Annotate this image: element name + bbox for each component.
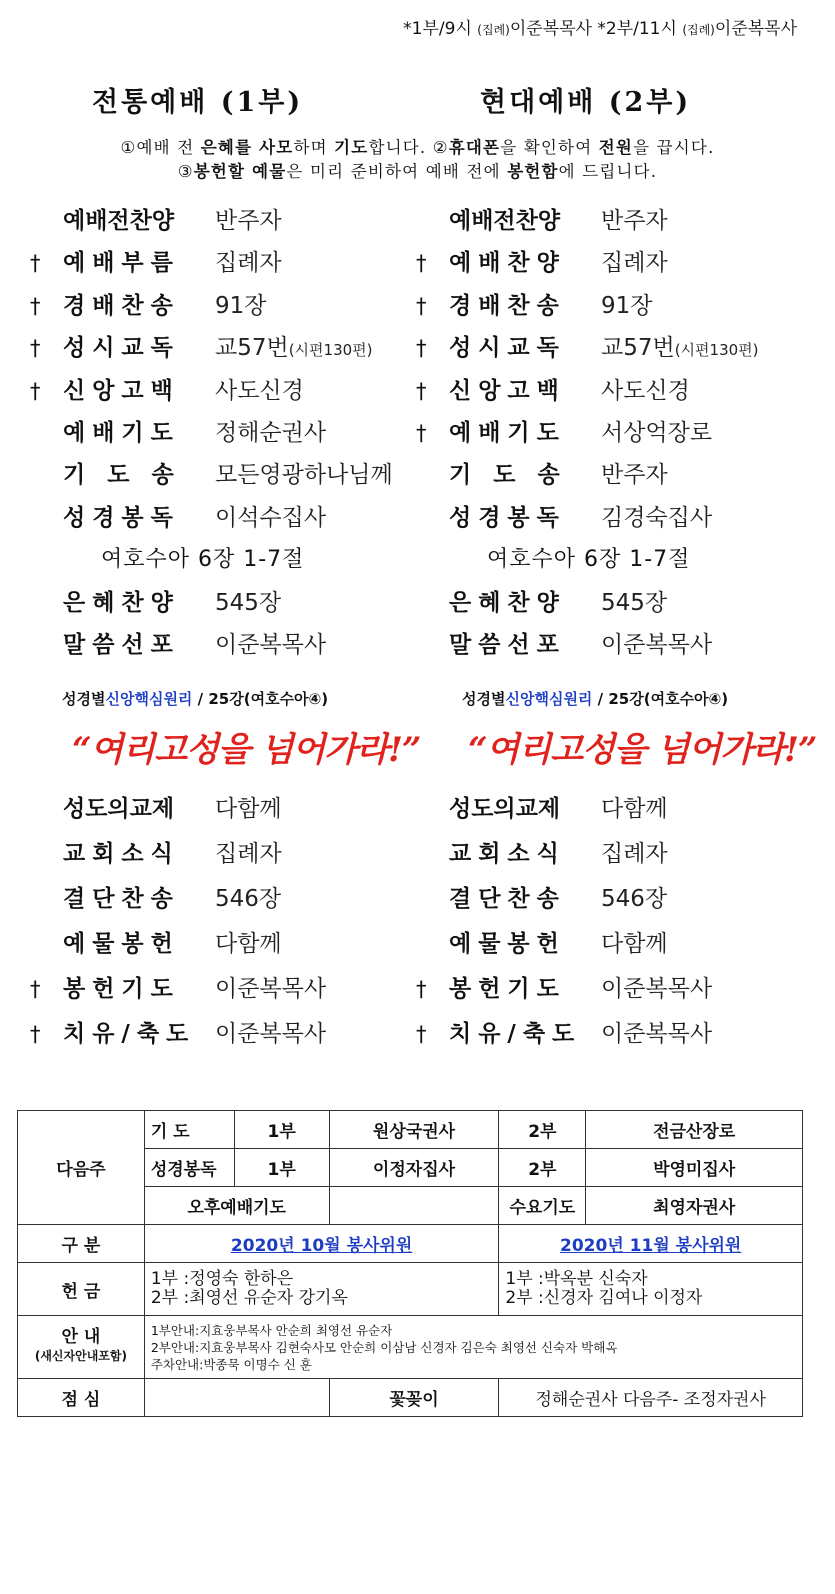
table-row [18,1379,803,1417]
order-item-label: 결단찬송 [63,886,180,912]
standing-cross-mark: † [30,1022,41,1046]
order-item-label: 은혜찬양 [63,589,180,616]
afternoon-prayer-label: 오후예배기도 [144,1187,329,1225]
notice-text: ①예배 전 [120,138,201,157]
order-item-value-main: 546장 [601,886,668,912]
order-item-value-main: 다함께 [215,931,282,957]
order-item-value [215,412,326,454]
scripture-reference: 여호수아 6장 1-7절 [487,547,691,573]
order-item-value-main: 교57번 [601,335,675,362]
standing-cross-mark: † [416,378,427,403]
order-item-value-main: 91장 [601,292,653,319]
series-name: 신앙핵심원리 [105,690,193,708]
order-item-value [215,878,281,920]
order-item-label: 예배전찬양 [449,208,561,234]
order-item-value-main: 서상억장로 [601,419,713,446]
notice-text: 합니다. ② [368,138,449,157]
order-item-value [601,242,668,284]
order-item-value [601,327,759,371]
notice-text: 에 드립니다. [558,162,658,181]
section-label: 구 분 [18,1225,145,1263]
order-item-value [215,624,326,666]
standing-cross-mark: † [416,293,427,318]
order-item-value [601,412,712,454]
order-item-value [215,285,267,327]
flower-value: 정해순권사 다음주- 조정자권사 [499,1379,803,1417]
order-item-value-main: 다함께 [601,931,668,957]
order-item-label: 봉헌기도 [63,976,180,1002]
table-row [18,1111,803,1149]
order-item-label: 봉헌기도 [449,976,566,1002]
order-item-label: 치유/축도 [63,1021,196,1047]
service1-leader: 이준복목사 [509,19,592,39]
offering-november-part2: 2부 :신경자 김여나 이정자 [505,1288,703,1308]
november-volunteers: 2020년 11월 봉사위원 [560,1236,742,1256]
order-item-value [601,454,668,496]
order-item-value-main: 이준복목사 [215,976,327,1002]
order-item-value-main: 545장 [601,589,668,616]
notice-emphasis: 휴대폰 [448,138,501,157]
order-item-label: 신앙고백 [449,377,566,404]
order-item-value-main: 집례자 [215,841,282,867]
guide-label: 안 내 [61,1327,101,1347]
offering-october-part1: 1부 :정영숙 한하은 [150,1269,294,1289]
reading-part2-name: 박영미집사 [586,1149,803,1187]
traditional-service-title: 전통예배 (1부) [92,87,304,118]
notice-line-1 [0,134,835,158]
pray-part1-name: 원상국권사 [329,1111,499,1149]
sermon-title-left: “여리고성을 넘어가라!” [72,730,421,770]
notice-line-2 [0,158,835,182]
order-item-label: 기 도 송 [63,462,181,489]
series-lesson: / 25강(여호수아④) [592,690,729,708]
order-item-value-main: 교57번 [215,335,289,362]
notice-emphasis: 봉헌할 예물 [193,162,287,181]
order-item-value [601,923,668,965]
series-lesson: / 25강(여호수아④) [192,690,329,708]
order-item-value [601,624,712,666]
order-item-value [215,200,282,242]
standing-cross-mark: † [416,336,427,361]
series-name: 신앙핵심원리 [505,690,593,708]
next-week-label: 다음주 [18,1111,145,1225]
order-item-value [601,788,668,830]
offering-october-part2: 2부 :최영선 유순자 강기옥 [150,1288,348,1308]
order-item-value [215,242,282,284]
order-item-label: 성도의교제 [449,796,561,822]
offering-label: 헌 금 [18,1263,145,1316]
guide-parking: 주차안내:박종묵 이명수 신 훈 [150,1356,312,1372]
order-item-label: 예배찬양 [449,250,566,277]
order-item-label: 예배부름 [63,250,180,277]
order-item-value [215,370,304,412]
order-item-value-main: 91장 [215,292,267,319]
order-item-label: 경배찬송 [449,292,566,319]
notice-text: 은 미리 준비하여 예배 전에 [286,162,508,181]
order-item-label: 예배기도 [449,419,566,446]
order-item-label: 교회소식 [63,841,180,867]
notice-emphasis: 봉헌함 [507,162,559,181]
service-times-note [403,14,797,39]
service2-leader: 이준복목사 [714,19,797,39]
order-item-value-main: 집례자 [601,250,668,277]
afternoon-prayer-name [329,1187,499,1225]
sermon-series-left [62,688,328,709]
part2-label: 2부 [499,1149,586,1187]
notice-emphasis: 기도 [334,138,369,157]
notice-emphasis: 은혜를 사모 [200,138,294,157]
flower-label: 꽃꽂이 [329,1379,499,1417]
sermon-title-right: “여리고성을 넘어가라!” [468,730,817,770]
standing-cross-mark: † [416,420,427,445]
standing-cross-mark: † [30,251,41,276]
notice-emphasis: 전원 [598,138,634,157]
reading-part1-name: 이정자집사 [329,1149,499,1187]
order-item-value-main: 정해순권사 [215,419,327,446]
order-item-value-main: 반주자 [601,462,668,489]
order-item-label: 교회소식 [449,841,566,867]
order-item-value [601,833,668,875]
order-item-value-main: 집례자 [215,250,282,277]
order-item-label: 성경봉독 [449,504,566,531]
order-item-value [601,582,667,624]
order-item-value [215,327,373,371]
order-item-value [215,923,282,965]
lunch-label: 점 심 [18,1379,145,1417]
order-item-label: 치유/축도 [449,1021,582,1047]
order-item-value-note: (시편130편) [288,341,373,360]
table-row [18,1263,803,1316]
order-item-value-main: 다함께 [601,796,668,822]
order-item-value-main: 545장 [215,589,282,616]
order-item-value-main: 546장 [215,886,282,912]
notice-text: 을 끕시다. [633,138,715,157]
wednesday-prayer-label: 수요기도 [499,1187,586,1225]
order-item-label: 말씀선포 [63,631,180,658]
order-item-value [215,454,393,496]
service1-role: (집례) [477,23,510,37]
order-item-label: 신앙고백 [63,377,180,404]
order-item-value-main: 사도신경 [601,377,690,404]
order-item-value [601,370,690,412]
table-row [18,1225,803,1263]
scripture-reference: 여호수아 6장 1-7절 [101,547,305,573]
part1-label: 1부 [234,1111,329,1149]
wednesday-prayer-name: 최영자권사 [586,1187,803,1225]
series-prefix: 성경별 [462,690,506,708]
guide-part1: 1부안내:지효웅부목사 안순희 최영선 유순자 [150,1322,393,1338]
order-item-label: 성도의교제 [63,796,175,822]
order-item-label: 성시교독 [449,335,566,362]
order-item-value [601,878,667,920]
standing-cross-mark: † [30,378,41,403]
notice-text: 을 확인하여 [500,138,599,157]
order-item-value-main: 이준복목사 [601,631,713,658]
standing-cross-mark: † [416,977,427,1001]
order-item-value-main: 반주자 [601,208,668,234]
order-item-value [601,968,712,1010]
reading-label: 성경봉독 [144,1149,234,1187]
series-prefix: 성경별 [62,690,106,708]
pray-label: 기 도 [144,1111,234,1149]
pray-part2-name: 전금산장로 [586,1111,803,1149]
order-item-value-main: 사도신경 [215,377,304,404]
order-item-label: 기 도 송 [449,462,567,489]
order-item-value-main: 김경숙집사 [601,504,713,531]
order-item-value-main: 이준복목사 [601,976,713,1002]
service1-time: *1부/9시 [403,19,472,39]
standing-cross-mark: † [416,1022,427,1046]
order-item-value [215,1013,326,1055]
order-item-value [215,968,326,1010]
order-item-label: 예물봉헌 [63,931,180,957]
service2-role: (집례) [682,23,715,37]
order-item-value [601,1013,712,1055]
standing-cross-mark: † [30,977,41,1001]
order-item-label: 성시교독 [63,335,180,362]
standing-cross-mark: † [30,336,41,361]
guide-sublabel: (새신자안내포함) [34,1349,127,1363]
october-volunteers: 2020년 10월 봉사위원 [230,1236,413,1256]
order-item-label: 예배기도 [63,419,180,446]
order-item-value [215,788,282,830]
order-item-label: 경배찬송 [63,292,180,319]
order-item-value-main: 다함께 [215,796,282,822]
service-info-table [17,1110,803,1417]
standing-cross-mark: † [30,293,41,318]
part1-label: 1부 [234,1149,329,1187]
order-item-label: 성경봉독 [63,504,180,531]
order-item-value-main: 이석수집사 [215,504,327,531]
order-item-value [215,833,282,875]
service2-time: *2부/11시 [597,19,677,39]
order-item-value-main: 모든영광하나님께 [215,462,393,489]
order-item-value [601,285,653,327]
order-item-value [215,497,326,539]
sermon-series-right [462,688,728,709]
order-item-value [601,200,668,242]
notice-text: 하며 [293,138,335,157]
order-item-value-note: (시편130편) [674,341,759,360]
order-item-value-main: 이준복목사 [601,1021,713,1047]
order-item-value [601,497,712,539]
order-item-label: 말씀선포 [449,631,566,658]
standing-cross-mark: † [416,251,427,276]
order-item-label: 은혜찬양 [449,589,566,616]
offering-november-part1: 1부 :박옥분 신숙자 [505,1269,648,1289]
guide-part2: 2부안내:지효웅부목사 김현숙사모 안순희 이삼남 신경자 김은숙 최영선 신숙자 박해옥 [150,1339,618,1355]
order-item-label: 예배전찬양 [63,208,175,234]
order-item-value [215,582,281,624]
modern-service-title: 현대예배 (2부) [480,87,692,118]
notice-text: ③ [177,162,194,181]
order-item-label: 예물봉헌 [449,931,566,957]
part2-label: 2부 [499,1111,586,1149]
order-item-value-main: 집례자 [601,841,668,867]
lunch-value [144,1379,329,1417]
table-row [18,1316,803,1379]
order-item-value-main: 이준복목사 [215,631,327,658]
order-item-value-main: 반주자 [215,208,282,234]
order-item-value-main: 이준복목사 [215,1021,327,1047]
order-item-label: 결단찬송 [449,886,566,912]
